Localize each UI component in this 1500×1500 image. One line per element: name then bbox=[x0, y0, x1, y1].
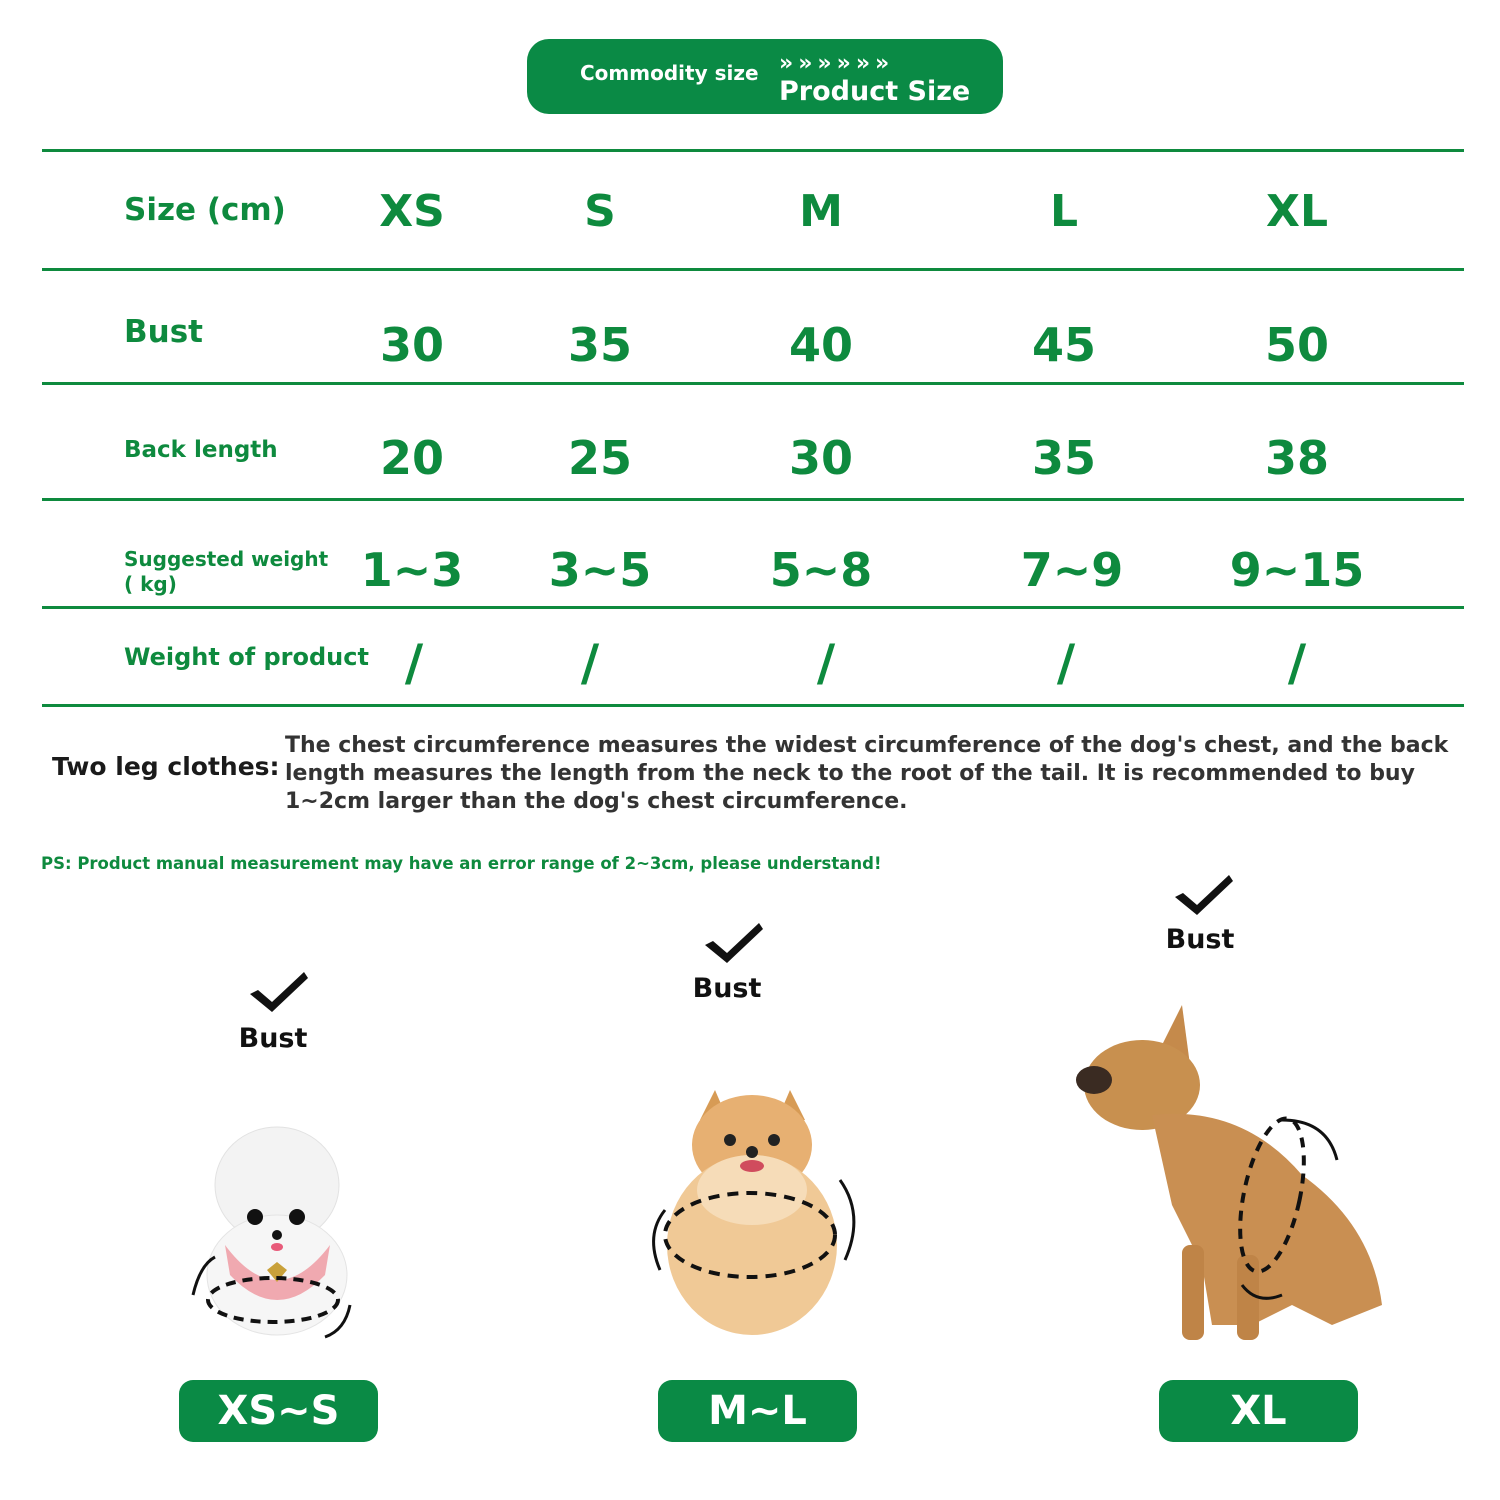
suggested-weight-row-label: Suggested weight ( kg) bbox=[124, 547, 329, 596]
table-cell: 35 bbox=[1031, 431, 1097, 485]
size-tag-m-l: M~L bbox=[658, 1380, 857, 1442]
table-cell: 1~3 bbox=[360, 543, 464, 597]
white-pomeranian-image bbox=[185, 1125, 370, 1350]
size-s: S bbox=[584, 186, 616, 237]
size-xs: XS bbox=[379, 186, 445, 237]
bust-label: Bust bbox=[692, 973, 762, 1004]
table-cell: 9~15 bbox=[1229, 543, 1365, 597]
bust-label: Bust bbox=[1165, 924, 1235, 955]
table-rule bbox=[42, 149, 1464, 152]
table-cell: / bbox=[816, 634, 836, 692]
table-cell: 50 bbox=[1264, 318, 1330, 372]
size-header-label: Size (cm) bbox=[124, 192, 286, 228]
orange-pomeranian-image bbox=[640, 1070, 865, 1360]
table-rule bbox=[42, 382, 1464, 385]
weight-of-product-row-label: Weight of product bbox=[124, 643, 369, 671]
size-tag-xl: XL bbox=[1159, 1380, 1358, 1442]
table-cell: / bbox=[1287, 634, 1307, 692]
table-cell: 30 bbox=[788, 431, 854, 485]
table-cell: / bbox=[404, 634, 424, 692]
size-m: M bbox=[799, 186, 843, 237]
measurement-instructions: The chest circumference measures the widest circumference of the dog's chest, and the back length measures the length from the neck to the root of the tail. It is recommended to buy 1~2cm larger than the dog's chest circumference. bbox=[285, 733, 1449, 814]
product-size-header bbox=[527, 39, 1003, 114]
table-rule bbox=[42, 268, 1464, 271]
table-cell: 45 bbox=[1031, 318, 1097, 372]
two-leg-clothes-title: Two leg clothes: bbox=[52, 752, 280, 781]
table-cell: 38 bbox=[1264, 431, 1330, 485]
bust-label: Bust bbox=[238, 1023, 308, 1054]
check-icon bbox=[1173, 873, 1235, 917]
table-cell: / bbox=[1056, 634, 1076, 692]
table-cell: 35 bbox=[567, 318, 633, 372]
bust-row-label: Bust bbox=[124, 314, 203, 350]
chevrons-icon: »»»»»» bbox=[779, 51, 895, 76]
table-cell: / bbox=[580, 634, 600, 692]
table-rule bbox=[42, 606, 1464, 609]
check-icon bbox=[703, 921, 765, 965]
table-cell: 7~9 bbox=[1020, 543, 1124, 597]
table-cell: 3~5 bbox=[548, 543, 652, 597]
table-rule bbox=[42, 704, 1464, 707]
ps-disclaimer: PS: Product manual measurement may have an error range of 2~3cm, please understand! bbox=[41, 854, 882, 873]
table-cell: 25 bbox=[567, 431, 633, 485]
table-cell: 30 bbox=[379, 318, 445, 372]
product-size-title: Product Size bbox=[779, 76, 971, 107]
back-length-row-label: Back length bbox=[124, 437, 278, 463]
size-l: L bbox=[1049, 186, 1079, 237]
table-cell: 5~8 bbox=[769, 543, 873, 597]
table-cell: 40 bbox=[788, 318, 854, 372]
table-cell: 20 bbox=[379, 431, 445, 485]
french-bulldog-image bbox=[1072, 1005, 1402, 1355]
commodity-size-label: Commodity size bbox=[580, 61, 759, 85]
size-xl: XL bbox=[1266, 186, 1328, 237]
check-icon bbox=[248, 970, 310, 1014]
size-tag-xs-s: XS~S bbox=[179, 1380, 378, 1442]
table-rule bbox=[42, 498, 1464, 501]
